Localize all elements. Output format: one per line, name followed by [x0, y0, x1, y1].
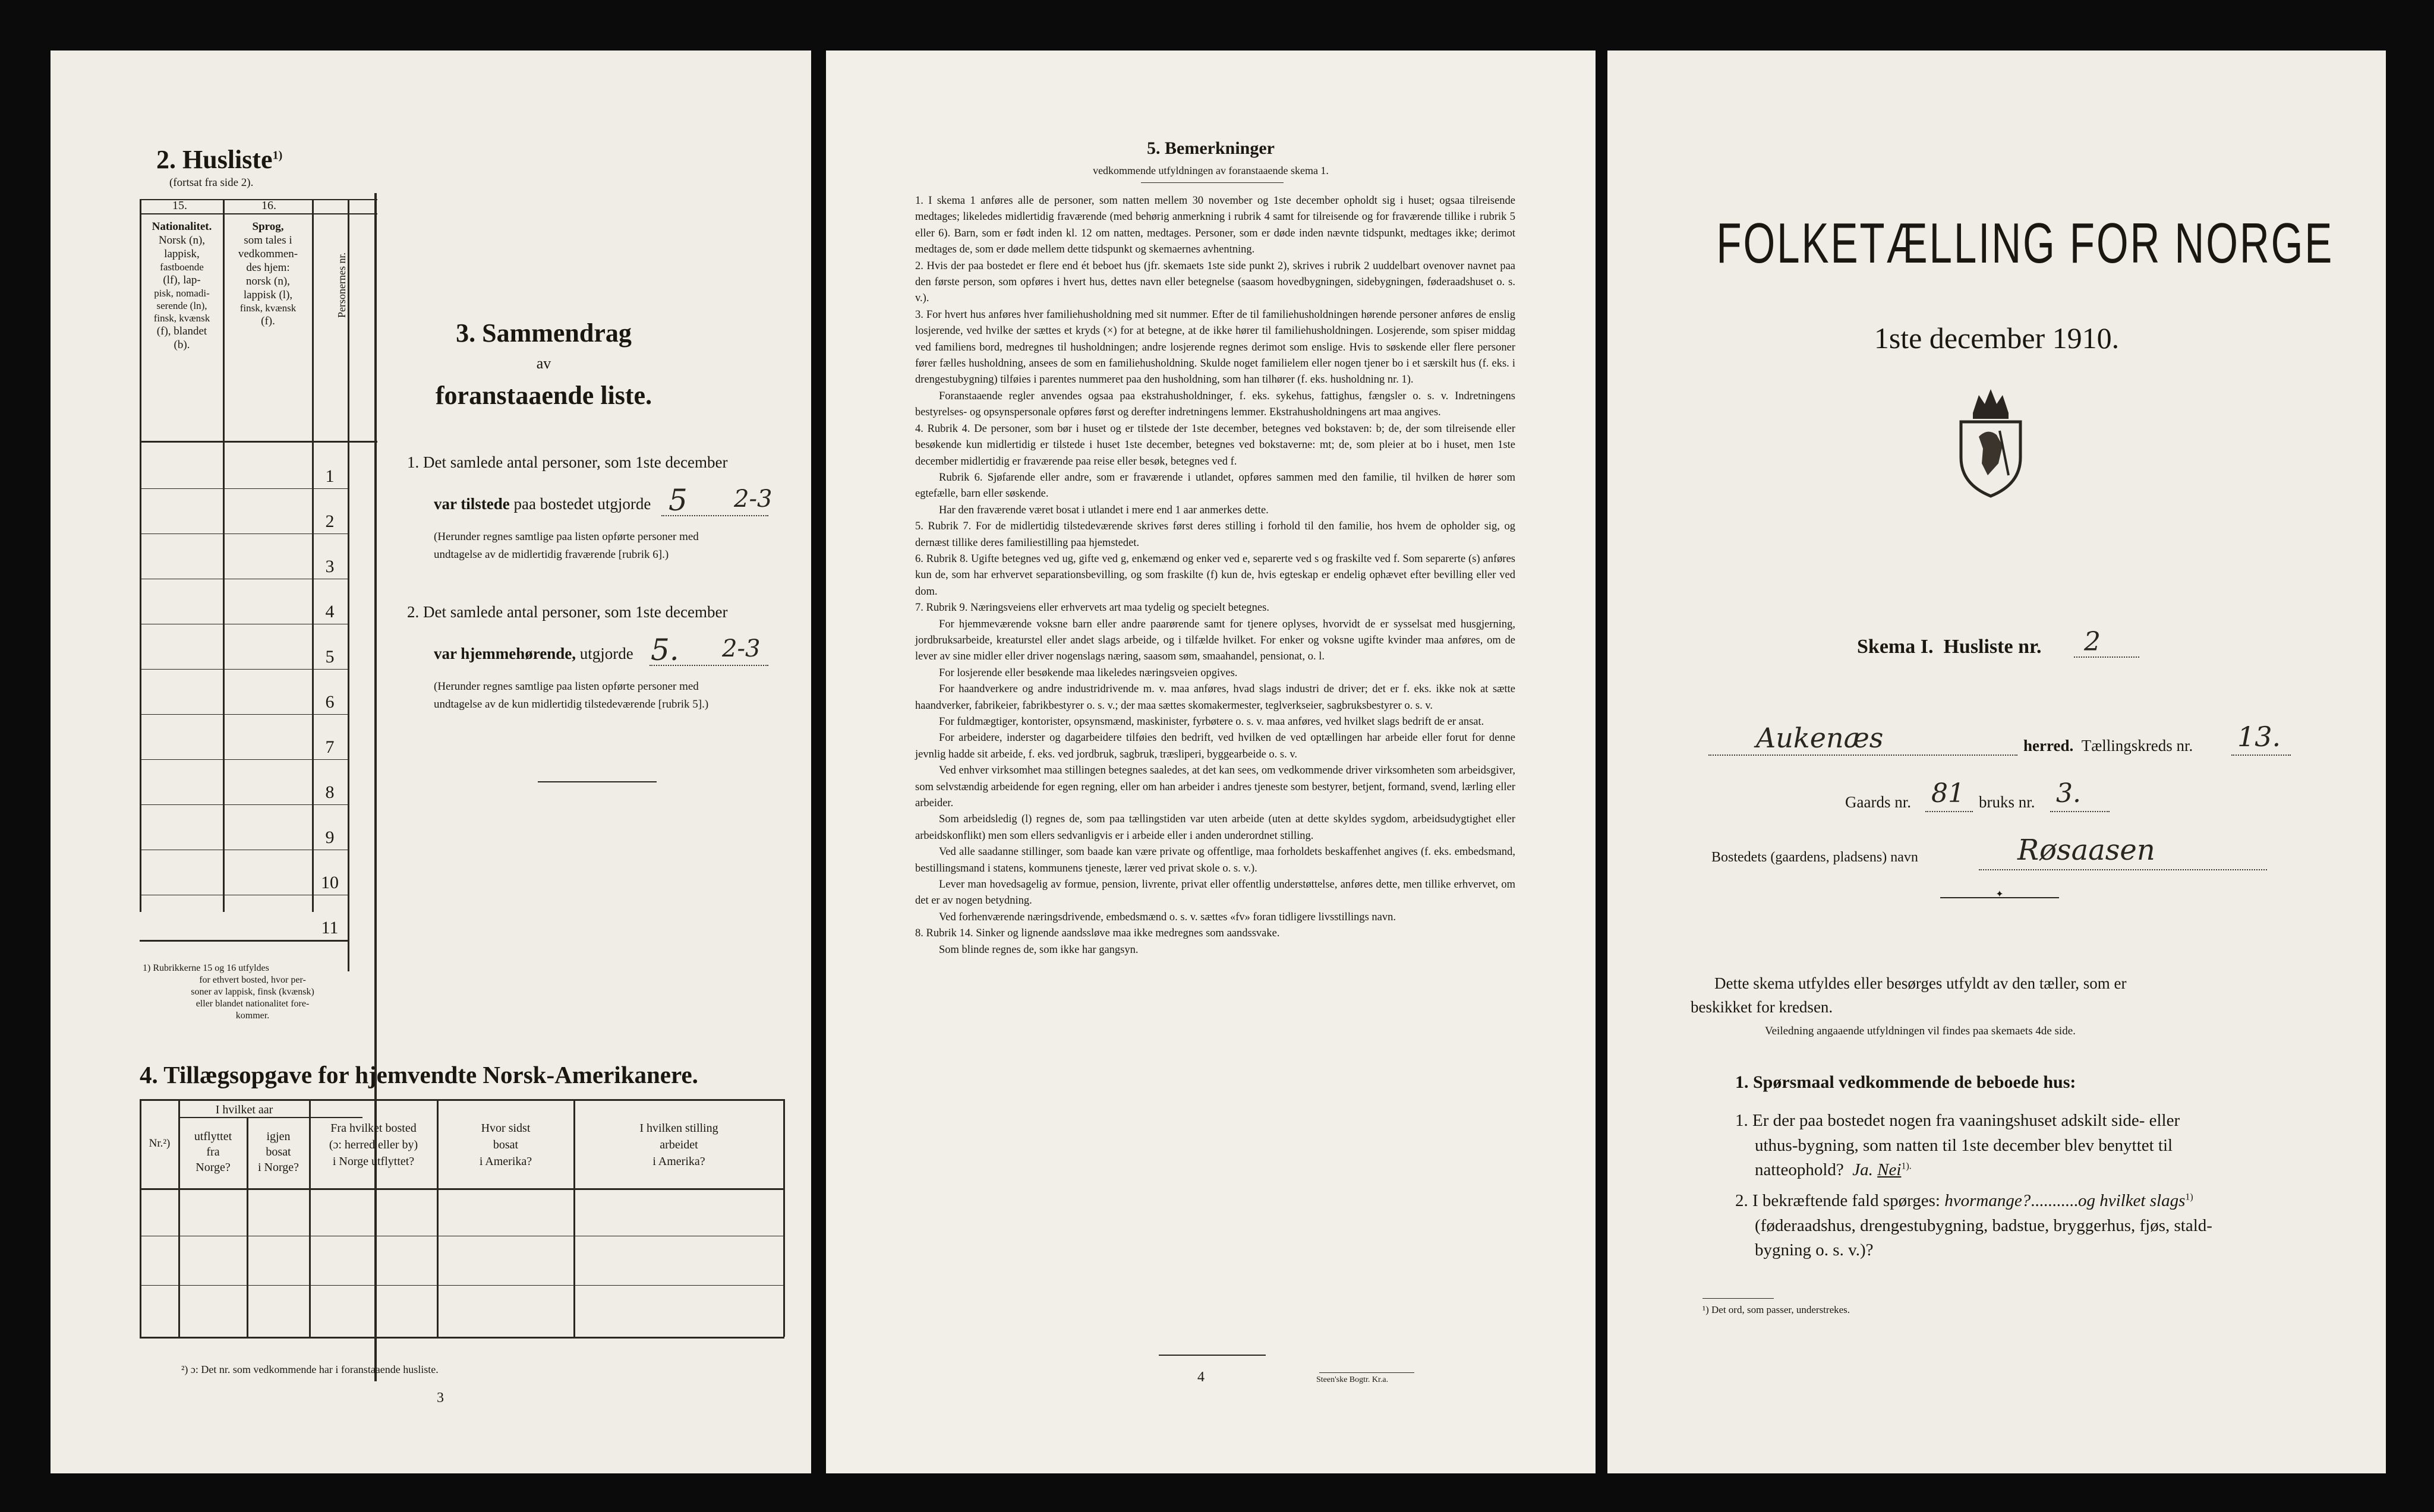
row-number: 10: [321, 873, 339, 892]
bosted-value: Røsaasen: [2017, 834, 2155, 867]
remark-6: 6. Rubrik 8. Ugifte betegnes ved ug, gifte ved g, enkemænd og enker ved e, separerte ved s og fraskilte ved f. Som separerte (s) anføres kun de, som har erhvervet separationsbevilling, og som fraskilte (f) kun de, hvis egteskap er endelig ophævet efter bevilling eller ved dom.: [915, 553, 1515, 598]
bemerkninger-title: 5. Bemerkninger: [1147, 138, 1275, 158]
row-number: 6: [325, 692, 335, 712]
remark-7g: Som arbeidsledig (l) regnes de, som paa tællingstiden var uten arbeide (uten at dette skyldes sygdom, arbeidsudygtighet eller arbeidskonflikt) men som ellers sedvanligvis er i arbeide eller i anden underordnet stilling.: [915, 813, 1515, 842]
remark-7j: Ved forhenværende næringsdrivende, embedsmænd o. s. v. sættes «fv» foran tidligere livsstillings navn.: [939, 911, 1396, 923]
bruk-label: bruks nr.: [1979, 793, 2035, 811]
question-1-2: 2. I bekræftende fald spørges: hvormange?...........og hvilket slags$^{1)}$: [1735, 1191, 2193, 1210]
question-1-2-line3: bygning o. s. v.)?: [1755, 1240, 1874, 1260]
remark-1: 1. I skema 1 anføres alle de personer, som natten mellem 30 november og 1ste december opholdt sig i huset; ogsaa tilreisende medtages; likeledes midlertidig fraværende (med behørig anmerkning i rubrik 4 samt for tilreisende og for fraværende tillike i rubrik 5 eller 6). Barn, som er født inden kl. 12 om natten, medtages. Personer, som er døde inden nævnte tidspunkt, medtages ikke; derimot medtages de, som er døde mellem dette tidspunkt og skemaernes avhentning.: [915, 195, 1515, 256]
tillaeg-col-stilling: I hvilken stilling arbeidet i Amerika?: [639, 1122, 718, 1168]
husliste-nr-value: 2: [2084, 627, 2101, 657]
sammendrag-item2-note1: (Herunder regnes samtlige paa listen opførte personer med: [434, 680, 699, 693]
remark-4c: Har den fraværende været bosat i utlandet i mere end 1 aar anmerkes dette.: [939, 504, 1269, 516]
remark-8: 8. Rubrik 14. Sinker og lignende aandssløve maa ikke medregnes som aandssvake.: [915, 927, 1280, 940]
kreds-value: 13.: [2237, 721, 2281, 753]
tillaeg-col-fra: Fra hvilket bosted (ɔ: herred eller by) i Norge utflyttet?: [329, 1122, 418, 1168]
remark-7c: For haandverkere og andre industridrivende m. v. maa anføres, hvad slags industri de driver; det er f. eks. ikke nok at sætte haandverker, fabrikeier, fabrikbestyrer o. s. v.; der maa sættes skomakermester, teglverkseier, sagbruksbestyrer o. s. v.: [915, 683, 1515, 712]
row-number: 2: [325, 512, 335, 531]
row-number: 8: [325, 782, 335, 802]
tillaeg-col-nr: Nr.²): [149, 1137, 171, 1150]
bemerkninger-text: [915, 193, 1515, 958]
question-1-title: 1. Spørsmaal vedkommende de beboede hus:: [1735, 1072, 2076, 1092]
row-number: 7: [325, 737, 335, 757]
page-3-left: [51, 50, 811, 1473]
printer-mark: Steen'ske Bogtr. Kr.a.: [1316, 1375, 1389, 1384]
herred-label: herred. Tællingskreds nr.: [2023, 737, 2193, 755]
bruk-value: 3.: [2056, 778, 2081, 809]
page-4-middle: [826, 50, 1596, 1473]
remark-4b: Rubrik 6. Sjøfarende eller andre, som er fraværende i utlandet, opføres sammen med den familie, til hvilken de hører som egtefælle, barn eller søskende.: [915, 471, 1515, 500]
remark-7h: Ved alle saadanne stillinger, som baade kan være private og offentlige, maa forholdets beskaffenhet angives (f. eks. embedsmand, bestillingsmand i statens, kommunens tjeneste, lærer ved privat skole o. s. v.).: [915, 846, 1515, 875]
hjemmehorende-extra: 2-3: [722, 635, 761, 662]
sammendrag-item1-line2: var tilstede paa bostedet utgjorde: [434, 495, 651, 513]
sammendrag-subtitle: foranstaaende liste.: [435, 381, 652, 410]
sammendrag-item1-note1: (Herunder regnes samtlige paa listen opførte personer med: [434, 531, 699, 543]
veiledning: Veiledning angaaende utfyldningen vil findes paa skemaets 4de side.: [1765, 1025, 2076, 1037]
sammendrag-av: av: [536, 355, 551, 372]
col15-number: 15.: [172, 199, 187, 212]
remark-7d: For fuldmægtiger, kontorister, opsynsmænd, maskinister, fyrbøtere o. s. v. maa anføres, ved hvilket slags bedrift de er ansat.: [939, 716, 1484, 728]
remark-7e: For arbeidere, inderster og dagarbeidere tilføies den bedrift, ved hvilken de ved optællingen har arbeide eller forut for denne jevnlig hadde sit arbeide, f. eks. ved jordbruk, sagbruk, træsliperi, byggearbeide o. s. v.: [915, 732, 1515, 760]
tilstede-extra: 2-3: [734, 485, 773, 513]
intro-line2: beskikket for kredsen.: [1691, 998, 1833, 1016]
remark-5: 5. Rubrik 7. For de midlertidig tilstedeværende skrives først deres stilling i forhold til den familie, hos hvem de opholder sig, og dernæst tillike deres familiestilling paa hjemstedet.: [915, 520, 1515, 549]
cover-title: FOLKETÆLLING FOR NORGE: [1716, 212, 2334, 275]
sammendrag-item2-line2: var hjemmehørende, utgjorde: [434, 645, 633, 662]
page-1-cover: [1607, 50, 2386, 1473]
row-number: 1: [325, 466, 335, 486]
cover-date: 1ste december 1910.: [1874, 321, 2120, 355]
remark-7i: Lever man hovedsagelig av formue, pension, livrente, privat eller offentlig understøttelse, anføres dette, men tillike erhvervet, om det er av nogen betydning.: [915, 879, 1515, 907]
row-number: 9: [325, 828, 335, 847]
sammendrag-item2-note2: undtagelse av de kun midlertidig tilstedeværende [rubrik 5].): [434, 698, 709, 711]
coat-of-arms-icon: [1946, 380, 2035, 499]
col15-header: Nationalitet. Norsk (n), lappisk, fastboende (lf), lap- pisk, nomadi- serende (ln), finsk, kvænsk (f), blandet (b).: [152, 220, 212, 351]
tilstede-value: 5: [669, 483, 688, 517]
gaard-value: 81: [1931, 778, 1965, 809]
remark-8b: Som blinde regnes de, som ikke har gangsyn.: [939, 943, 1139, 956]
remark-7f: Ved enhver virksomhet maa stillingen betegnes saaledes, at det kan sees, om vedkommende driver virksomheten som arbeidsgiver, som selvstændig arbeidende for egen regning, eller om han arbeider i andres tjeneste som bestyrer, betjent, formand, svend, lærling eller arbeider.: [915, 765, 1515, 810]
sammendrag-item1: 1. Det samlede antal personer, som 1ste december: [407, 453, 728, 471]
row-number: 5: [325, 647, 335, 667]
page-number-4: 4: [1197, 1369, 1205, 1385]
husliste-footnote: 1) Rubrikkerne 15 og 16 utfyldes for ethvert bosted, hvor per- soner av lappisk, finsk (kvænsk) eller blandet nationalitet fore- kommer.: [143, 963, 314, 1021]
bemerkninger-subtitle: vedkommende utfyldningen av foranstaaende skema 1.: [1093, 165, 1329, 176]
tillaeg-col-hvor: Hvor sidst bosat i Amerika?: [479, 1122, 532, 1168]
row-number: 3: [325, 557, 335, 576]
row-number: 11: [321, 918, 339, 937]
skema-label: Skema I. Husliste nr.: [1857, 636, 2042, 658]
sammendrag-item1-note2: undtagelse av de midlertidig fraværende [rubrik 6].): [434, 548, 669, 561]
hjemmehorende-value: 5.: [651, 633, 679, 667]
ornament-icon: ✦: [1995, 889, 2004, 899]
remark-7b: For losjerende eller besøkende maa likeledes næringsveien opgives.: [939, 667, 1238, 679]
question-1-1-line3: natteophold? Ja. Nei$^{1).}$: [1755, 1160, 1912, 1179]
tillaeg-footnote: ²) ɔ: Det nr. som vedkommende har i foranstaaende husliste.: [181, 1363, 439, 1375]
col16-number: 16.: [261, 199, 276, 212]
sammendrag-title: 3. Sammendrag: [456, 318, 632, 348]
col-personnr-header: Personernes nr.: [336, 252, 348, 318]
bosted-label: Bostedets (gaardens, pladsens) navn: [1711, 850, 1918, 865]
tillaeg-col-utflyttet: utflyttet fra Norge?: [194, 1130, 232, 1174]
question-1-2-line2: (føderaadshus, drengestubygning, badstue, bryggerhus, fjøs, stald-: [1755, 1216, 2212, 1235]
question-1-1-line2: uthus-bygning, som natten til 1ste december blev benyttet til: [1755, 1136, 2173, 1155]
page-number-3: 3: [437, 1390, 444, 1406]
remark-4: 4. Rubrik 4. De personer, som bør i huset og er tilstede der 1ste december, betegnes ved bokstaven: b; de, der som tilreisende eller besøkende kun midlertidig er tilstede i huset 1ste december, betegnes ved bokstaverne: mt; de, som pleier at bo i huset, men 1ste december midlertidig er fraværende paa reise eller besøk, betegnes ved f.: [915, 422, 1515, 468]
question-1-1: 1. Er der paa bostedet nogen fra vaaningshuset adskilt side- eller: [1735, 1111, 2180, 1130]
remark-7: 7. Rubrik 9. Næringsveiens eller erhvervets art maa tydelig og specielt betegnes.: [915, 602, 1269, 614]
sammendrag-item2: 2. Det samlede antal personer, som 1ste december: [407, 603, 728, 621]
remark-3b: Foranstaaende regler anvendes ogsaa paa ekstrahusholdninger, f. eks. sykehus, fattighus, fængsler o. s. v. Indretningens bestyrelses- og opsynspersonale opføres først og derefter indretningens lemmer. Ekstrahusholdningens art maa angives.: [915, 390, 1515, 419]
herred-value: Aukenæs: [1756, 722, 1884, 754]
answer-nei: Nei: [1877, 1160, 1902, 1179]
remark-3: 3. For hvert hus anføres hver familiehusholdning med sit nummer. Efter de til familiehusholdningen hørende personer anføres de enslig losjerende, ved hvilke der sættes et kryds (×) for at betegne, at de ikke hører til familiehusholdningen. Losjerende, som spiser middag ved familiens bord, medregnes til husholdningen; andre losjerende regnes derimot som enslige. Hvis to søskende eller flere personer fører fælles husholdning, ansees de som en familiehusholdning. Skulde noget familielem eller nogen tjener bo i et særskilt hus (f. eks. i drengestubygning) tilføies i parentes nummeret paa den husholdning, som han tilhører (f. eks. husholdning nr. 1).: [915, 308, 1515, 386]
tillaeg-col-igjen: igjen bosat i Norge?: [257, 1130, 299, 1174]
husliste-subtitle: (fortsat fra side 2).: [169, 176, 254, 189]
col16-header: Sprog, som tales i vedkommen- des hjem: norsk (n), lappisk (l), finsk, kvænsk (f).: [238, 220, 298, 327]
remark-7a: For hjemmeværende voksne barn eller andre paarørende samt for tjenere oplyses, hvorvidt de er sysselsat med husgjerning, jordbruksarbeide, kreaturstel eller andet slags arbeide, og i tilfælde hvilket. For enker og voksne ugifte kvinder maa anføres, om de lever av sine midler eller driver nogenslags næring, saasom søm, smaahandel, pensionat, o. l.: [915, 618, 1515, 663]
row-number: 4: [325, 602, 335, 621]
tillaeg-title: 4. Tillægsopgave for hjemvendte Norsk-Amerikanere.: [140, 1061, 698, 1088]
cover-footnote: ¹) Det ord, som passer, understrekes.: [1702, 1304, 1850, 1315]
tillaeg-col-aar: I hvilket aar: [215, 1103, 273, 1116]
gaard-label: Gaards nr.: [1845, 793, 1911, 811]
husliste-title: 2. Husliste$^{1)}$: [156, 145, 283, 174]
remark-2: 2. Hvis der paa bostedet er flere end ét beboet hus (jfr. skemaets 1ste side punkt 2), skrives i rubrik 2 uuddelbart ovenover navnet paa den første person, som opføres i hvert hus, dettes navn eller betegnelse (saasom hovedbygningen, sidebygningen, føderaadshuset o. s. v.).: [915, 260, 1515, 305]
intro-line1: Dette skema utfyldes eller besørges utfyldt av den tæller, som er: [1714, 974, 2127, 992]
